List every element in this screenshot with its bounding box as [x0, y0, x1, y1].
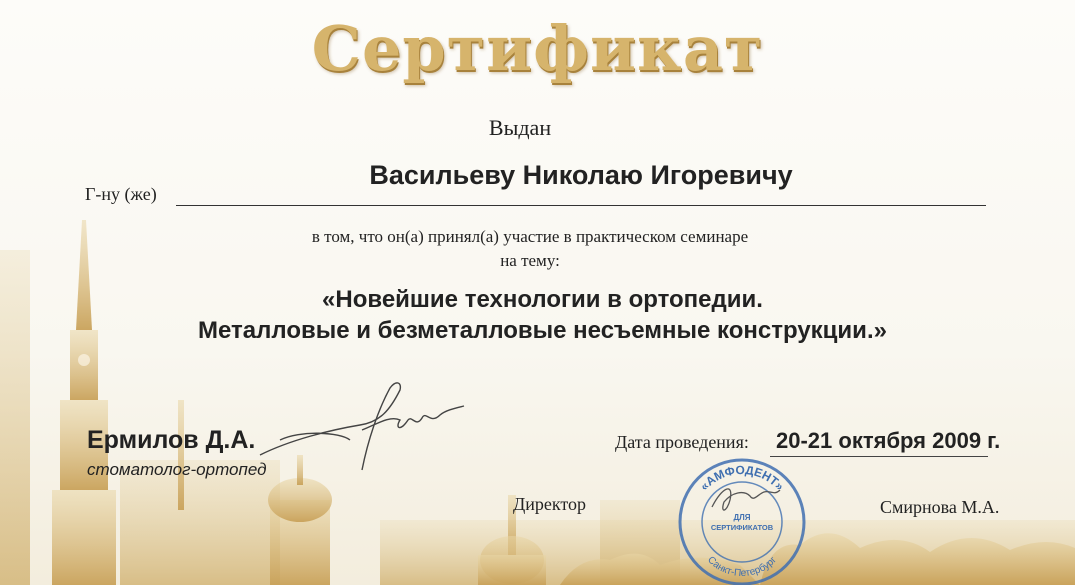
director-name: Смирнова М.А. [880, 497, 1000, 517]
stamp-top-text: «АМФОДЕНТ» [697, 462, 787, 494]
lecturer-name: Ермилов Д.А. [87, 426, 256, 454]
lecturer-title: стоматолог-ортопед [87, 460, 267, 479]
spire-tower [52, 220, 116, 585]
stamp-center-2: СЕРТИФИКАТОВ [710, 523, 774, 532]
topic-line-2: Металловые и безметалловые несъемные конструкции.» [198, 317, 887, 344]
director-label: Директор [513, 494, 587, 514]
recipient-prefix: Г-ну (же) [85, 184, 157, 204]
participation-text: в том, что он(а) принял(а) участие в практическом семинаре [311, 227, 749, 246]
recipient-underline [176, 205, 986, 206]
date-value: 20-21 октября 2009 г. [776, 428, 1001, 453]
date-label: Дата проведения: [615, 432, 749, 452]
issued-label: Выдан [488, 115, 552, 140]
topic-label: на тему: [500, 251, 560, 270]
seminar-topic [0, 284, 1075, 346]
lecturer-signature [250, 370, 470, 480]
topic-line-1: «Новейшие технологии в ортопедии. [322, 286, 763, 313]
recipient-name: Васильеву Николаю Игоревичу [369, 160, 793, 190]
company-stamp [672, 452, 812, 585]
director-signature [712, 489, 780, 510]
stamp-center-1: ДЛЯ [733, 513, 751, 522]
certificate-title: Сертификат [311, 12, 764, 85]
stamp-bottom-text: Санкт-Петербург [705, 554, 779, 580]
